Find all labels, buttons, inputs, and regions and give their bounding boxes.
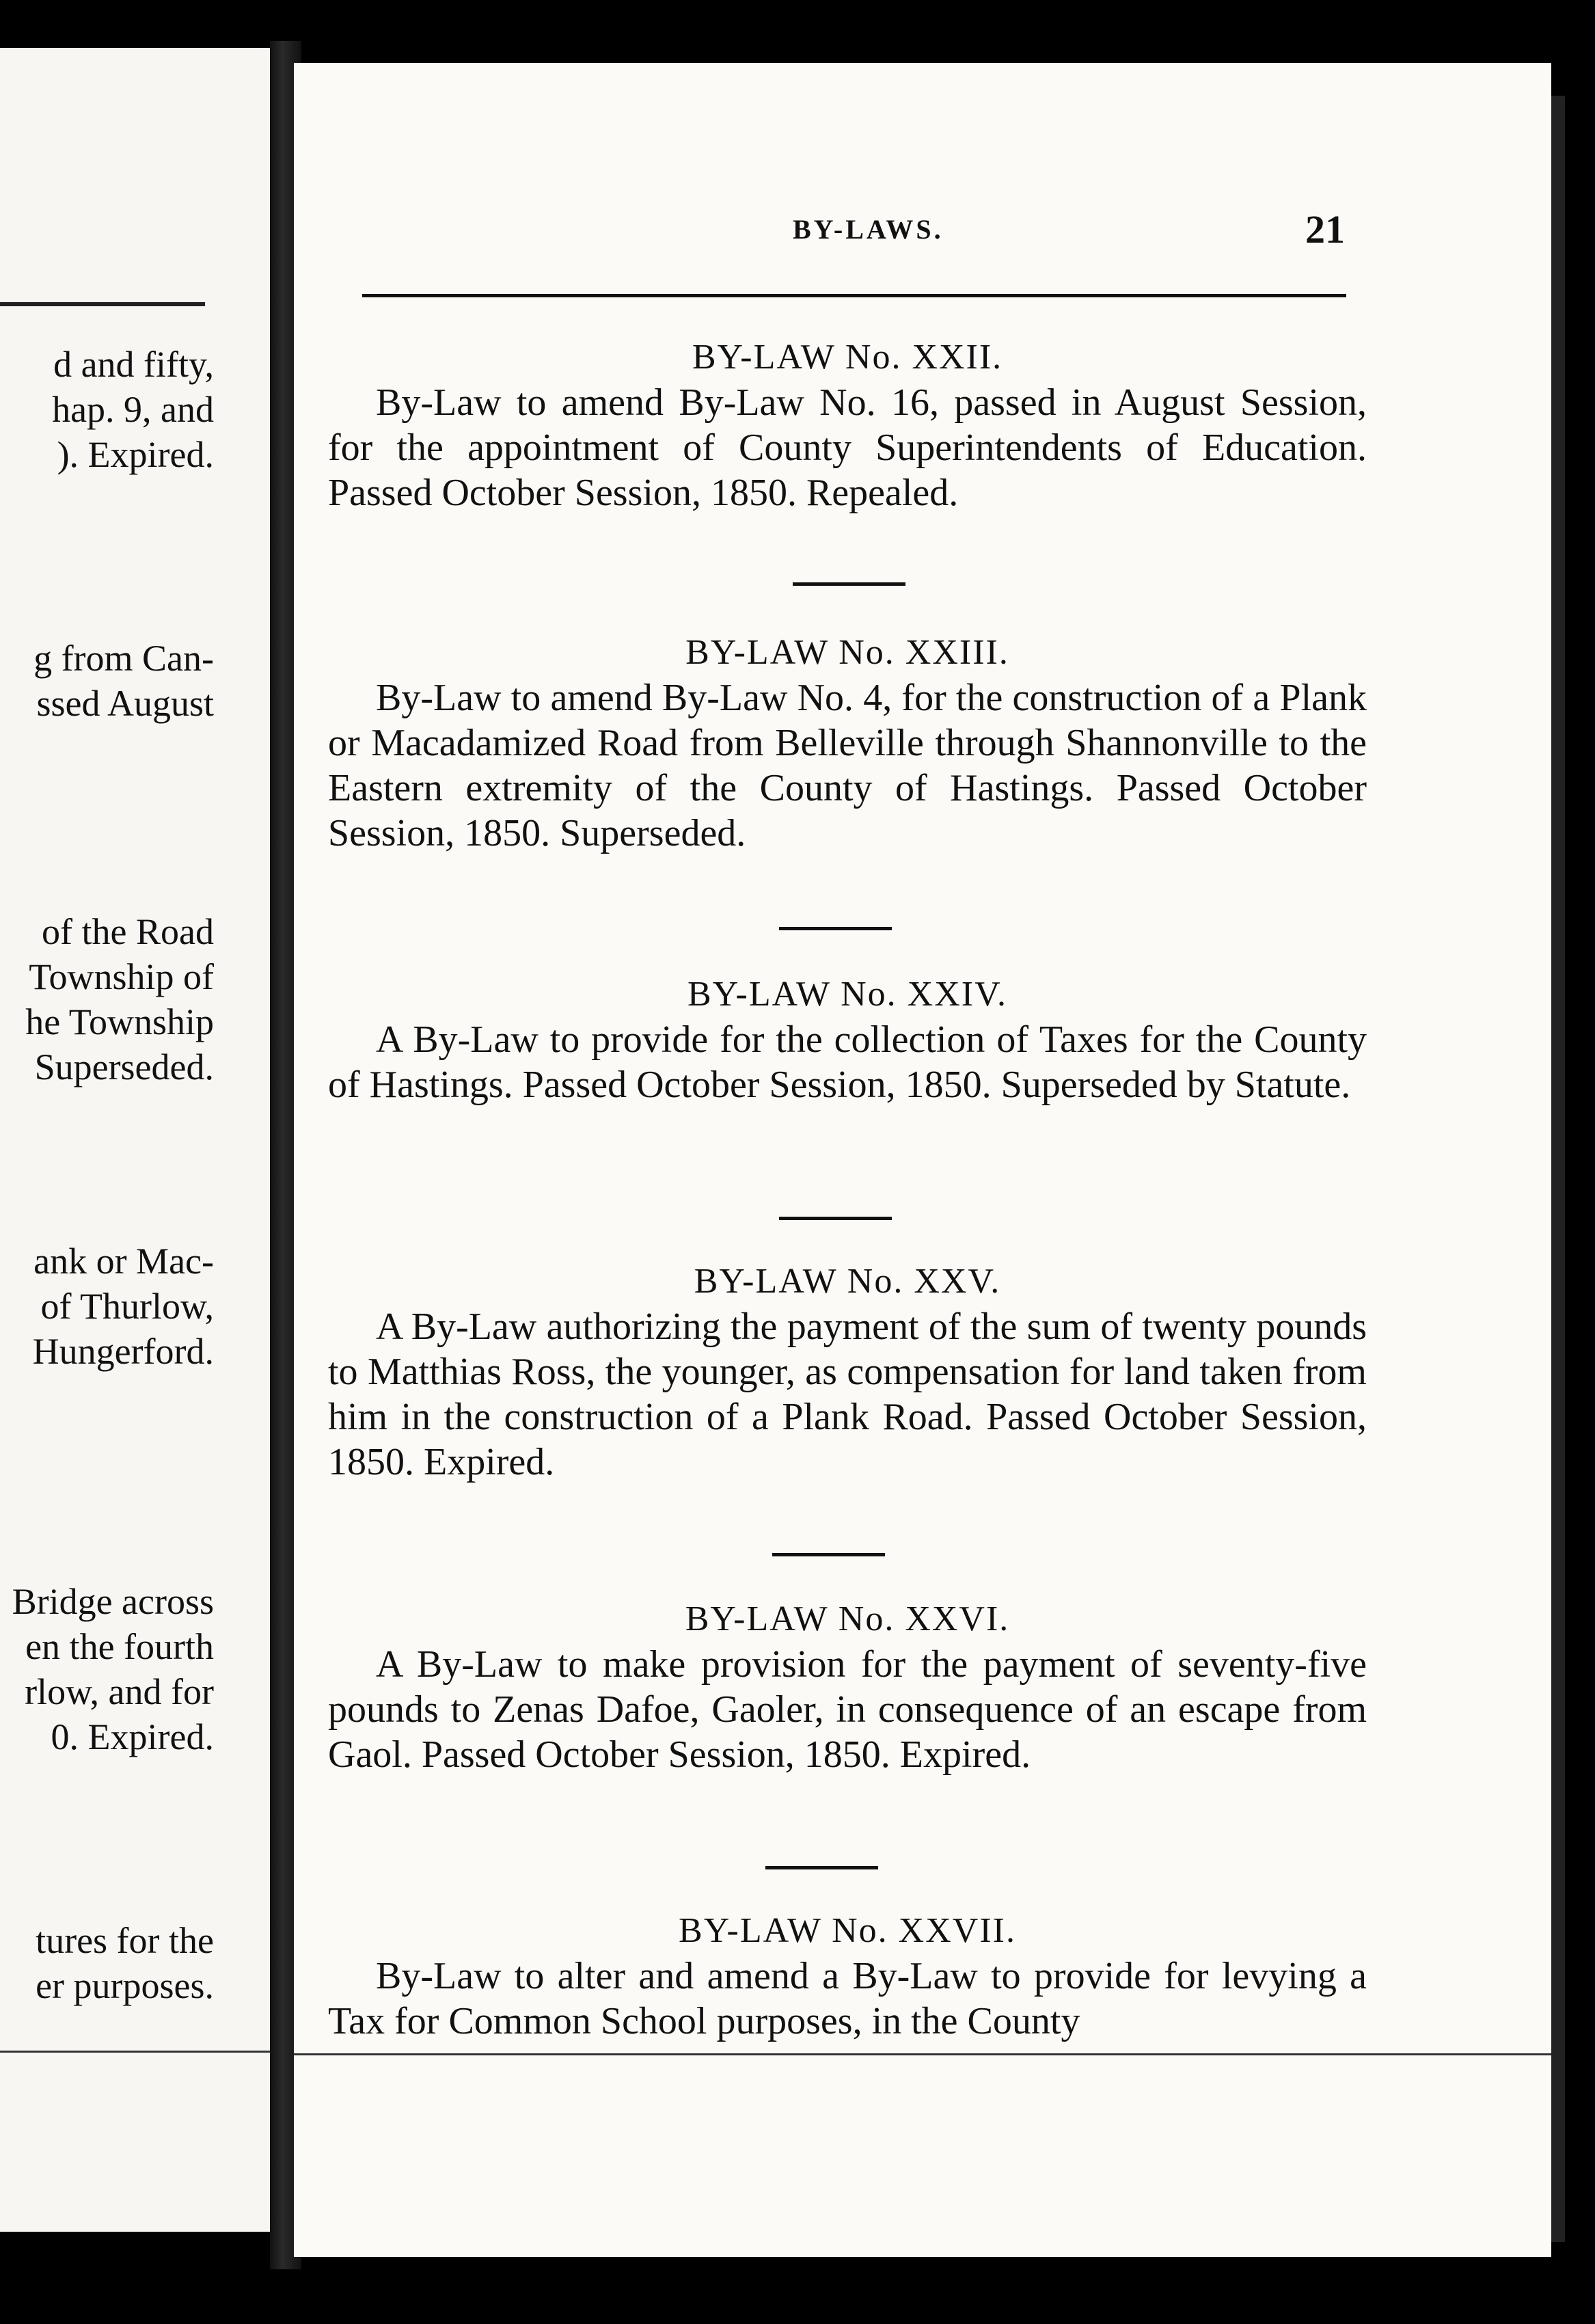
section-separator — [779, 927, 892, 930]
bylaw-entry — [328, 1908, 1367, 2045]
fragment-line: Bridge across — [12, 1581, 214, 1622]
fragment-line: 0. Expired. — [51, 1716, 214, 1757]
bylaw-text: By-Law to amend By-Law No. 16, passed in August Session, for the appointment of County Superintendents of Education. Passed October Session, 1850. Repealed. — [328, 381, 1367, 514]
fragment-line: he Township — [25, 1001, 214, 1042]
fragment-line: ). Expired. — [57, 434, 214, 475]
bylaw-entry — [328, 335, 1367, 515]
header-rule — [362, 294, 1346, 297]
fragment-line: of Thurlow, — [40, 1286, 214, 1327]
fragment-line: en the fourth — [25, 1626, 214, 1667]
section-separator — [793, 582, 905, 586]
previous-page-fragment — [0, 48, 277, 2232]
page-edge-shadow — [1551, 96, 1565, 2242]
previous-page-bottom-rule — [0, 2051, 277, 2053]
bylaw-entry — [328, 1597, 1367, 1777]
bylaw-heading: BY-LAW No. XXV. — [694, 1262, 1001, 1301]
page-number: 21 — [1305, 207, 1345, 252]
previous-page-rule — [0, 302, 205, 306]
running-head: BY-LAWS. — [793, 214, 944, 245]
fragment-line: er purposes. — [36, 1965, 214, 2006]
fragment-line: tures for the — [36, 1920, 214, 1961]
section-separator — [779, 1217, 892, 1220]
fragment-line: Superseded. — [34, 1046, 214, 1087]
section-separator — [765, 1866, 878, 1869]
bylaw-text: A By-Law to make provision for the payment of seventy-five pounds to Zenas Dafoe, Gaoler, in consequence of an escape from Gaol. Passed October Session, 1850. Expired. — [328, 1643, 1367, 1776]
bylaw-heading: BY-LAW No. XXII. — [692, 338, 1003, 377]
fragment-line: ank or Mac- — [33, 1241, 214, 1282]
fragment-line: Hungerford. — [32, 1331, 214, 1372]
bylaw-heading: BY-LAW No. XXIII. — [685, 633, 1009, 672]
fragment-line: d and fifty, — [53, 344, 214, 385]
bylaw-entry — [328, 630, 1367, 856]
bylaw-heading: BY-LAW No. XXVII. — [679, 1911, 1016, 1950]
bylaw-entry — [328, 1259, 1367, 1485]
section-separator — [772, 1553, 885, 1556]
fragment-line: of the Road — [42, 911, 214, 952]
fragment-line: Township of — [29, 956, 214, 997]
fragment-line: rlow, and for — [25, 1671, 214, 1712]
bylaw-text: A By-Law authorizing the payment of the sum of twenty pounds to Matthias Ross, the younger, as compensation for land taken from him in the construction of a Plank Road. Passed October Session, 1850. Expired. — [328, 1306, 1367, 1483]
bylaw-text: By-Law to alter and amend a By-Law to provide for levying a Tax for Common School purposes, in the County — [328, 1955, 1367, 2042]
bylaw-text: A By-Law to provide for the collection of Taxes for the County of Hastings. Passed October Session, 1850. Superseded by Statute. — [328, 1018, 1367, 1106]
bylaw-heading: BY-LAW No. XXIV. — [687, 975, 1007, 1014]
fragment-line: ssed August — [36, 683, 214, 724]
fragment-line: hap. 9, and — [52, 389, 214, 430]
bylaw-heading: BY-LAW No. XXVI. — [685, 1599, 1010, 1638]
bylaw-text: By-Law to amend By-Law No. 4, for the construction of a Plank or Macadamized Road from Belleville through Shannonville to the Eastern extremity of the County of Hastings. Passed October Session, 1850. Superseded. — [328, 677, 1367, 854]
bylaw-entry — [328, 972, 1367, 1107]
page-21 — [294, 63, 1551, 2257]
page-bottom-rule — [294, 2053, 1551, 2055]
fragment-line: g from Can- — [33, 638, 214, 679]
